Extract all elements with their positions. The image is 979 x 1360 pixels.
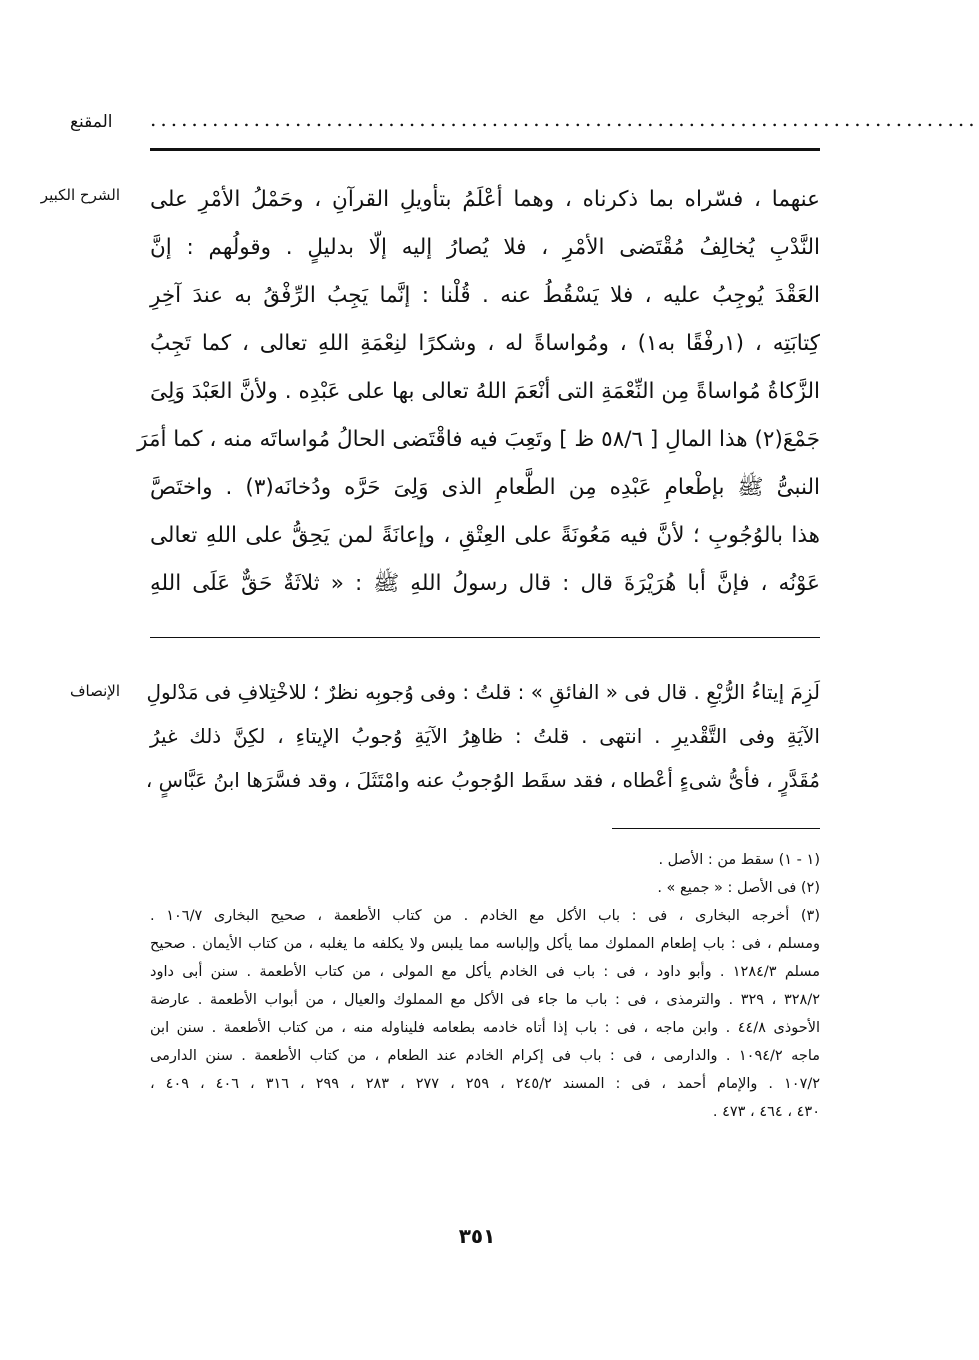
footnote-line: (٣) أخرجه البخارى ، فى : باب الأكل مع الخادم . من كتاب الأطعمة ، صحيح البخارى ١٠٦/٧ . (150, 908, 821, 924)
footnote-line: ومسلم ، فى : باب إطعام المملوك مما يأكل وإلباسه مما يلبس ولا يكلفه ما يغلبه ، من كتاب الأيمان . صحيح (150, 936, 820, 952)
insaf-section-label: الإنصاف (69, 682, 120, 700)
insaf-line: لَزِمَ إيتاءُ الرُّبْعِ . قال فى « الفائقِ » : قلتُ : وفى وُجوبِه نظرٌ ؛ للاخْتِلافِ فى مَدْلولِ (146, 680, 820, 704)
header-rule (150, 148, 820, 151)
footnote-line: ٣٢٨/٢ ، ٣٢٩ . والترمذى ، فى : باب ما جاء فى الأكل مع المملوك والعيال ، من أبواب الأطعمة . عارضة (150, 992, 820, 1008)
insaf-line: الآيَةِ وفى التَّقْديرِ . انتهى . قلتُ : ظاهِرُ الآيَةِ وُجوبُ الإيتاءِ ، لكِنَّ ذلك غيرُ (150, 724, 820, 748)
insaf-line: مُقَدَّرٍ ، فأىُّ شىءٍ أعْطاه ، فقد سقَط الوُجوبُ عنه وامْتَثَلَ ، وقد فسَّرَها ابنُ عَبَّاسٍ ، (145, 768, 820, 792)
footnote-line: مسلم ١٢٨٤/٣ . وأبو داود ، فى : باب فى الخادم يأكل مع المولى ، من كتاب الأطعمة . سنن أبى داود (150, 964, 821, 980)
sharh-line: كِتابَتِه ، (١رفْقًا به١) ، ومُواساةً له ، وشكرًا لنِعْمَةِ اللهِ تعالى ، كما تَجِبُ (150, 331, 820, 356)
footnote-line: ماجه ١٠٩٤/٢ . والدارمى ، فى : باب فى إكرام الخادم عند الطعام ، من كتاب الأطعمة . سنن الدارمى (150, 1048, 820, 1064)
section-divider (150, 637, 820, 638)
footnote-line: الأحوذى ٤٤/٨ . وابن ماجه ، فى : باب إذا أتاه خادمه بطعامه فليناوله منه ، من كتاب الأطعمة . سنن ابن (150, 1020, 820, 1036)
sharh-line: جَمْعَ(٢) هذا المالِ [ ٥٨/٦ ظ ] وتَعِبَ فيه فاقْتَضى الحالُ مُواساتَه منه ، كما أمَرَ (137, 427, 820, 452)
sharh-line: هذا بالوُجُوبِ ؛ لأنَّ فيه مَعُونَةً على العِتْقِ ، وإعانَةً لمن يَحِقُّ على اللهِ تعالى (150, 523, 820, 548)
sharh-line: الزَّكاةُ مُواساةً مِن النِّعْمَةِ التى أنْعَمَ اللهُ تعالى بها على عَبْدِه . ولأنَّ العَبْدَ وَلِىَ (150, 379, 820, 404)
sharh-line: العَقْدَ يُوجِبُ عليه ، فلا يَسْقُطُ عنه . قُلْنا : إنَّما يَجِبُ الرِّفْقُ به عندَ آخِرِ (150, 283, 820, 308)
footnote-line: (١ - ١) سقط من : الأصل . (658, 852, 820, 868)
sharh-section-label: الشرح الكبير (40, 186, 120, 204)
insaf-text-block (145, 670, 820, 802)
footnotes (150, 846, 820, 1126)
header-dotted-leader: ................................................................................ (150, 107, 979, 131)
sharh-line: النَّدْبِ يُخالِفُ مُقْتَضى الأمْرِ ، فلا يُصارُ إليه إلّا بدليلٍ . وقولُهم : إنَّ (150, 235, 820, 260)
sharh-line: عنهما ، فسّراه بما ذكرناه ، وهما أعْلَمُ بتأويلِ القرآنِ ، وحَمْلُ الأمْرِ على (150, 187, 820, 212)
sharh-line: عَوْنُه ، فإنَّ أبا هُرَيْرَةَ قال : قال رسولُ اللهِ ﷺ : « ثلاثَةٌ حَقٌّ عَلَى اللهِ (150, 571, 820, 596)
book-title: المقنع (70, 112, 113, 132)
footnote-line: (٢) فى الأصل : « جميع » . (657, 880, 820, 896)
sharh-text-block (137, 176, 820, 608)
footnote-line: ١٠٧/٢ . والإمام أحمد ، فى : المسند ٢٤٥/٢ ، ٢٥٩ ، ٢٧٧ ، ٢٨٣ ، ٢٩٩ ، ٣١٦ ، ٤٠٦ ، ٤٠٩ ، (150, 1076, 821, 1092)
sharh-line: النبىُّ ﷺ بإطْعامِ عَبْدِه مِن الطَّعامِ الذى وَلِىَ حَرَّه ودُخانَه(٣) . واختَصَّ (150, 475, 820, 500)
footnote-rule (612, 828, 820, 829)
page-number: ٣٥١ (458, 1224, 496, 1248)
footnote-line: ٤٣٠ ، ٤٦٤ ، ٤٧٣ . (712, 1104, 820, 1120)
